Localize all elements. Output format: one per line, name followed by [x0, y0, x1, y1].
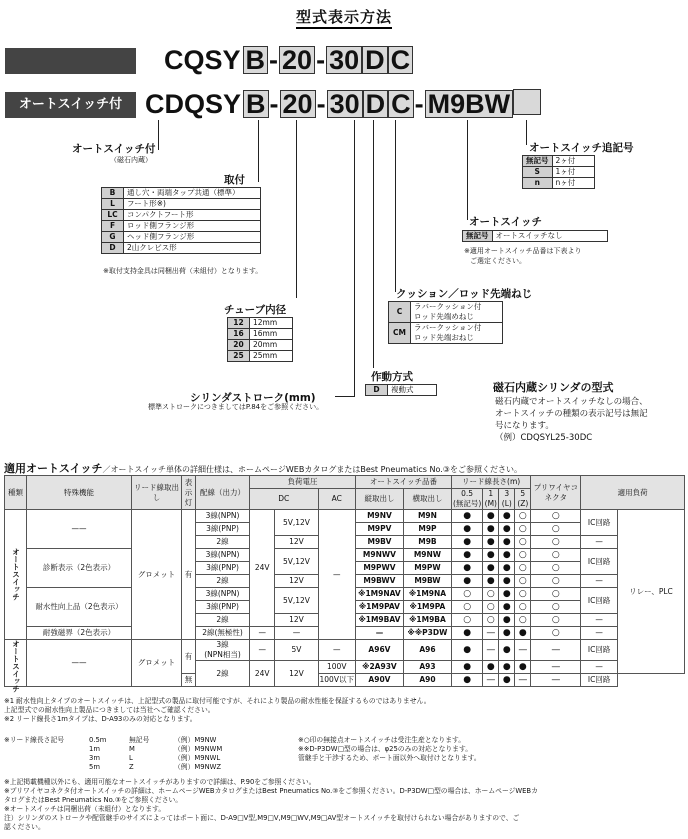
switch-title: オートスイッチ — [469, 216, 542, 228]
magnet-description: 磁石内蔵でオートスイッチなしの場合、 オートスイッチの種類の表示記号は無記 号になります。 （例）CDQSYL25-30DC — [495, 397, 648, 443]
code-bore: 20 — [279, 46, 315, 74]
notes-2: ※上記掲載機種以外にも、適用可能なオートスイッチがありますので詳細は、P.90をご参照ください。 ※プリワイヤコネクタ付オートスイッチの詳細は、ホームページWEBカタログまたはBest Pneumatics No.③をご参照ください。D-P3DW□型の場合は、ホームページWEBカ タログまたはBest Pneumatics No.③をご参照ください。 ※オートスイッチは同梱出荷（未組付）となります。 注）シリンダのストロークや配管継手のサイズによってはポート面に、D-A9□V型,M9□V,M9□WV,M9□AV型オートスイッチを取付けられない場合がありますので、ご 認ください。 — [4, 778, 538, 831]
line-cushion — [395, 120, 396, 292]
suffix-table — [522, 155, 595, 189]
mounting-table — [101, 187, 261, 254]
table-row: G ヘッド側フランジ形 — [102, 232, 261, 243]
code-stroke: 30 — [326, 46, 362, 74]
table-row: オートスイッチ —— グロメット 有 3線 (NPN相当) — 5V — A96V A96 ● — ● — — IC回路 — [5, 640, 685, 661]
code-base: CQSY — [164, 45, 241, 75]
table-row: D 複動式 — [366, 385, 437, 396]
table-row: C ラバークッション付 ロッド先端めねじ — [389, 302, 503, 323]
switch-table — [462, 230, 608, 242]
magnet-title: 磁石内蔵シリンダの型式 — [493, 381, 614, 394]
line-suffix — [526, 120, 527, 145]
suffix-title: オートスイッチ追記号 — [529, 142, 634, 154]
page-title: 型式表示方法 — [0, 6, 688, 27]
line-autoswitch — [158, 120, 159, 150]
autoswitch-table: 種類 特殊機能 リード線取出し 表示灯 配線（出力） 負荷電圧 オートスイッチ品番 リード線長さ(m) プリワイヤコネクタ 適用負荷 DC AC 縦取出し 横取出し 0.5 (無記号) 1 (M) 3 (L) 5 (Z) オートスイッチ —— グロメット 有 3線(NPN) 24V 5V,12V — M9NV M9N ● ● ● ○ ○ IC回路 リレー、PLC 3線(PNP) M9PV M9P ● ● ● ○ ○ 2線 12V M9BV M9B ● ● ● ○ ○ — 診断表示（2色表示） 3線(NPN) 5V,12V M9NWV M9NW ● ● ● ○ ○ IC回路 3線(PNP) M9PWV M9PW ● ● ● ○ ○ 2線 12V M9BWV M9BW ● ● ● ○ ○ — 耐水性向上品（2色表示） 3線(NPN) 5V,12V ※1M9NAV ※1M9NA ○ ○ ● ○ ○ IC回路 3線(PNP) ※1M9PAV ※1M9PA ○ ○ ● ○ ○ 2線 12V ※1M9BAV ※1M9BA ○ ○ ● ○ ○ — 耐強磁界（2色表示） 2線(無極性) — — — ※※P3DW ● — ● ● ○ — オートスイッチ —— グロメット 有 3線 (NPN相当) — 5V — A96V A96 ● — ● — — IC回路 2線 24V 12V 100V ※2A93V A93 ● ● ● ● — — 無 100V以下 A90V A90 ● — ● — — IC回路 — [4, 475, 685, 687]
autoswitch-tag: オートスイッチ付 — [5, 92, 136, 118]
table-row: 2線 12V M9BV M9B ● ● ● ○ ○ — — [5, 536, 685, 549]
code-action: D — [362, 46, 388, 74]
code-switch: M9BW — [425, 90, 514, 118]
table-row: D 2山クレビス形 — [102, 243, 261, 254]
autoswitch-label: オートスイッチ付 — [72, 143, 156, 155]
table-row: S 1ヶ付 — [523, 167, 595, 178]
code-cushion: C — [388, 46, 414, 74]
bore-table — [227, 317, 293, 362]
action-title: 作動方式 — [371, 371, 413, 383]
table-row: F ロッド側フランジ形 — [102, 221, 261, 232]
bore-title: チューブ内径 — [224, 304, 287, 316]
table-row: 3線(PNP) M9PV M9P ● ● ● ○ ○ — [5, 523, 685, 536]
table-row: 2線 12V ※1M9BAV ※1M9BA ○ ○ ● ○ ○ — — [5, 614, 685, 627]
table-row: n nヶ付 — [523, 178, 595, 189]
table-row: 無記号 2ヶ付 — [523, 156, 595, 167]
table-row: L フート形※) — [102, 199, 261, 210]
line-switch — [467, 120, 468, 220]
table-row: LC コンパクトフート形 — [102, 210, 261, 221]
cushion-title: クッション／ロッド先端ねじ — [396, 288, 533, 300]
table-row: B 通し穴・両端タップ共通（標準） — [102, 188, 261, 199]
header-bar — [5, 48, 136, 74]
code-suffix-empty — [513, 89, 541, 115]
line-action — [373, 120, 374, 368]
table-row: CM ラバークッション付 ロッド先端おねじ — [389, 323, 503, 344]
notes-right: ※○印の無接点オートスイッチは受注生産となります。 ※※D-P3DW□型の場合は、φ25のみの対応となります。 管継手と干渉するため、ボート面以外へ取付けとなります。 — [298, 736, 481, 762]
stroke-title: シリンダストローク(mm) — [190, 392, 316, 404]
model-code-row1: CQSY B - 20 - 30 D C — [162, 45, 413, 75]
notes-1: ※1 耐水性向上タイプのオートスイッチは、上記型式の製品に取付可能ですが、それにより製品の耐水性能を保証するものではありません。 上記型式での耐水性向上製品につきましては当社へご確認ください。 ※2 リード線長さ1mタイプは、D-A93のみの対応となります。 — [4, 697, 431, 723]
code-mount: B — [243, 46, 269, 74]
line-mount — [258, 120, 259, 182]
table-row: 耐水性向上品（2色表示） 3線(NPN) 5V,12V ※1M9NAV ※1M9NA ○ ○ ● ○ ○ IC回路 — [5, 588, 685, 601]
action-table — [365, 384, 437, 396]
table-row: 12 12mm — [228, 318, 293, 329]
table-row: 25 25mm — [228, 351, 293, 362]
table-row: 3線(PNP) M9PWV M9PW ● ● ● ○ ○ — [5, 562, 685, 575]
table-row: 20 20mm — [228, 340, 293, 351]
line-stroke — [354, 120, 355, 396]
model-code-row2: CDQSY B - 20 - 30 D C - M9BW — [143, 89, 541, 119]
section-title: 適用オートスイッチ／オートスイッチ単体の詳細仕様は、ホームページWEBカタログまたはBest Pneumatics No.③をご参照ください。 — [4, 462, 522, 475]
table-row: 診断表示（2色表示） 3線(NPN) 5V,12V M9NWV M9NW ● ● ● ○ ○ IC回路 — [5, 549, 685, 562]
table-row: 耐強磁界（2色表示） 2線(無極性) — — — ※※P3DW ● — ● ● ○ — — [5, 627, 685, 640]
table-row: オートスイッチ —— グロメット 有 3線(NPN) 24V 5V,12V — M9NV M9N ● ● ● ○ ○ IC回路 リレー、PLC — [5, 510, 685, 523]
table-row: 無記号 オートスイッチなし — [463, 231, 608, 242]
table-row: 2線 12V M9BWV M9BW ● ● ● ○ ○ — — [5, 575, 685, 588]
leadcode-notes: ※リード線長さ記号 0.5m 無記号 （例）M9NW 1m M （例）M9NWM 3m L （例）M9NWL 5m Z （例）M9NWZ — [4, 736, 223, 771]
mounting-title: 取付 — [224, 174, 245, 186]
table-row: 3線(PNP) ※1M9PAV ※1M9PA ○ ○ ● ○ ○ — [5, 601, 685, 614]
table-row: 2線 24V 12V 100V ※2A93V A93 ● ● ● ● — — — [5, 661, 685, 674]
cushion-table — [388, 301, 503, 344]
table-row: 16 16mm — [228, 329, 293, 340]
table-row: 無 100V以下 A90V A90 ● — ● — — IC回路 — [5, 674, 685, 687]
line-bore — [296, 120, 297, 298]
